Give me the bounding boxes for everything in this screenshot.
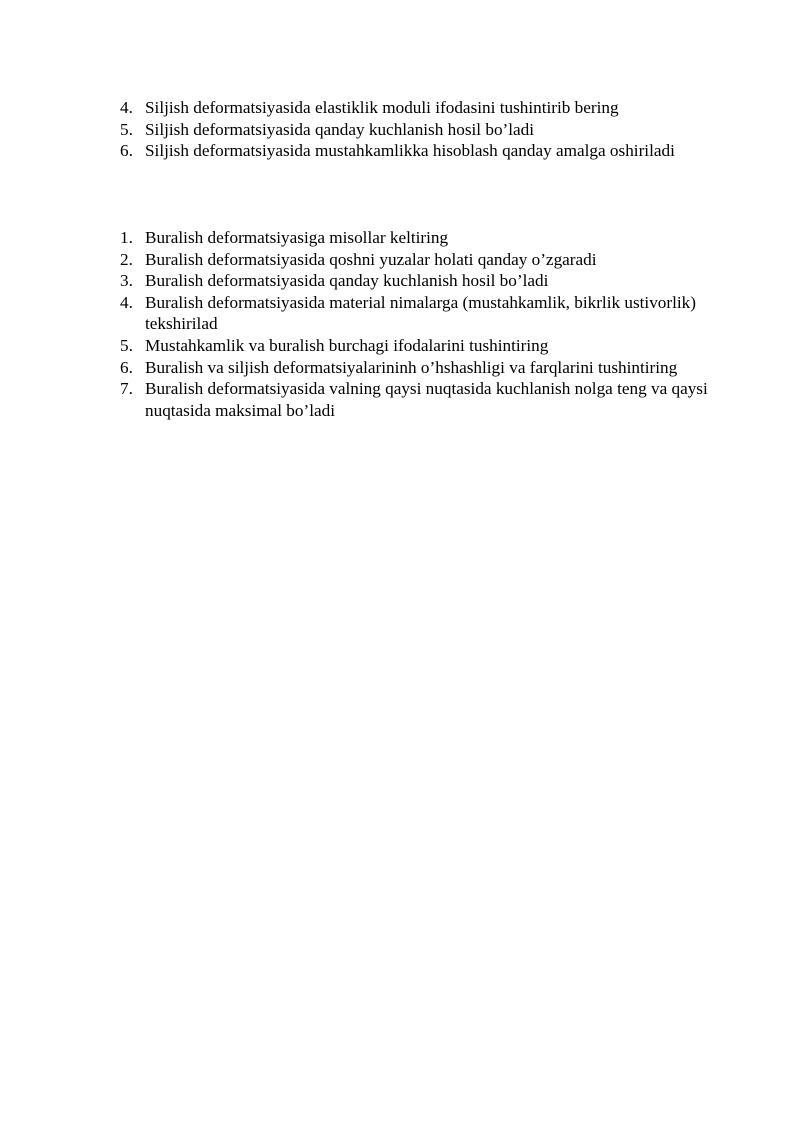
list-item: [120, 378, 710, 421]
item-number: 6.: [120, 141, 133, 161]
item-number: 4.: [120, 98, 133, 117]
item-text: Buralish deformatsiyasiga misollar keltiring: [145, 228, 449, 247]
item-number: 4.: [120, 292, 133, 312]
list-item: [120, 335, 710, 357]
item-number: 6.: [120, 357, 133, 377]
list-item: [120, 140, 710, 162]
item-text: Siljish deformatsiyasida mustahkamlikka hisoblash qanday amalga oshiriladi: [145, 141, 675, 161]
list-item: [120, 270, 710, 292]
item-text: Buralish deformatsiyasida qoshni yuzalar holati qanday o’zgaradi: [145, 249, 597, 269]
siljish-question-list: [120, 97, 710, 162]
list-item: [120, 249, 710, 271]
item-text: Buralish va siljish deformatsiyalarininh o’hshashligi va farqlarini tushintiring: [145, 357, 678, 377]
item-text: Buralish deformatsiyasida material nimalarga (mustahkamlik, bikrlik ustivorlik) tekshirilad: [145, 292, 696, 334]
item-text: Buralish deformatsiyasida valning qaysi nuqtasida kuchlanish nolga teng va qaysi nuqtasida maksimal bo’ladi: [145, 379, 708, 420]
list-item: [120, 292, 710, 335]
item-number: 5.: [120, 119, 133, 139]
item-text: Siljish deformatsiyasida elastiklik moduli ifodasini tushintirib bering: [145, 98, 619, 117]
item-text: Mustahkamlik va buralish burchagi ifodalarini tushintiring: [145, 335, 549, 355]
list-item: [120, 97, 710, 119]
buralish-question-list: [120, 227, 710, 421]
list-item: [120, 357, 710, 379]
item-number: 3.: [120, 271, 133, 291]
item-number: 2.: [120, 249, 133, 269]
item-number: 1.: [120, 228, 133, 247]
item-text: Siljish deformatsiyasida qanday kuchlanish hosil bo’ladi: [145, 119, 535, 139]
item-text: Buralish deformatsiyasida qanday kuchlanish hosil bo’ladi: [145, 271, 549, 291]
list-item: [120, 227, 710, 249]
item-number: 7.: [120, 379, 133, 399]
item-number: 5.: [120, 335, 133, 355]
list-item: [120, 119, 710, 141]
